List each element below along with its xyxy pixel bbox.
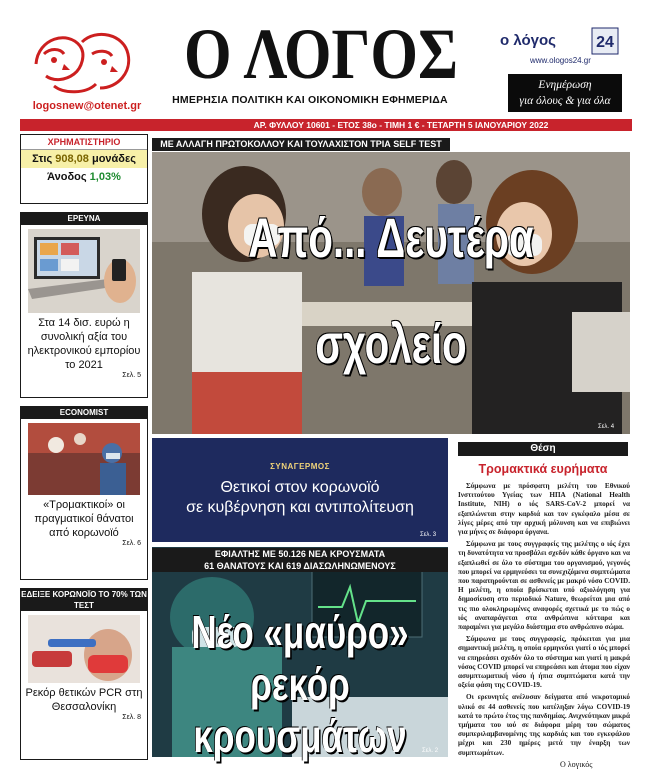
pcr-test-photo [28, 615, 140, 683]
opinion-label: Θέση [458, 442, 628, 456]
brand-url[interactable]: www.ologos24.gr [530, 56, 591, 65]
opinion-paragraph: Σύμφωνα με τους συγγραφείς, πρόκειται για μια σημαντική μελέτη, η οποία ερμηνεύει γιατί ο ιός μπορεί να επηρεάσει σχεδόν όλο το σύστημα και γιατί η μακρά νόσος COVID μπορεί να επηρεάσει και άτομα που είχαν ασυμπτωματική νόσο ή ήπια συμπτώματα κατά την οξεία φάση της COVID-19. [458, 635, 630, 690]
sidebar-story-page: Σελ. 5 [122, 372, 141, 379]
sidebar-story-header: ECONOMIST [21, 407, 147, 419]
sidebar-story-text: «Τρομακτικοί» οι πραγματικοί θάνατοι από κορωνοϊό [34, 499, 134, 539]
market-index-value: 908,08 [55, 153, 89, 165]
laptop-shopping-icon [28, 229, 140, 313]
alert-kicker: ΣΥΝΑΓΕΡΜΟΣ [270, 462, 330, 471]
sidebar-story-text: Στα 14 δισ. ευρώ η συνολική αξία του ηλεκτρονικού εμπορίου το 2021 [27, 317, 141, 371]
tagline-box [508, 74, 622, 112]
sidebar-story-pcr[interactable] [20, 588, 148, 760]
main-headline-line-1[interactable]: Από... Δευτέρα [248, 206, 534, 269]
economist-photo [28, 423, 140, 495]
brand-24-icon [590, 26, 620, 56]
health-worker-icon [28, 423, 140, 495]
logo-faces-icon [24, 24, 140, 100]
sidebar-story-page: Σελ. 6 [122, 540, 141, 547]
alert-title-line-1: Θετικοί στον κορωνοϊό [220, 479, 380, 496]
market-header: ΧΡΗΜΑΤΙΣΤΗΡΙΟ [21, 135, 147, 150]
opinion-title[interactable]: Τρομακτικά ευρήματα [478, 462, 608, 476]
main-story-kicker: ΜΕ ΑΛΛΑΓΗ ΠΡΩΤΟΚΟΛΛΟΥ ΚΑΙ ΤΟΥΛΑΧΙΣΤΟΝ ΤΡΙΑ SELF TEST [152, 138, 450, 151]
main-story-page: Σελ. 4 [598, 424, 615, 430]
alert-title-line-2: σε κυβέρνηση και αντιπολίτευση [186, 499, 414, 516]
market-box[interactable] [20, 134, 148, 204]
opinion-paragraph: Σύμφωνα με τους συγγραφείς της μελέτης ο ιός έχει τη δυνατότητα να προσβάλει σχεδόν κάθε όργανο και να εξαπλωθεί σε όλο το σύστημα του οργανισμού, γεγονός που μπορεί να ερμηνεύσει τα συνεχιζόμενα συμπτώματα που παρατηρούνται σε ασθενείς με μακρύ νόσο COVID. Η μελέτη, η οποία βρίσκεται υπό αξιολόγηση για δημοσίευση στο περιοδικό Nature, θεωρείται μια από τις πιο ολοκληρωμένες αναφορές σχετικά με το πώς ο ιός αναπαράγεται στα ανθρώπινα κύτταρα και παραμένει για μεγάλο διάστημα στο ανθρώπινο σώμα. [458, 540, 630, 632]
brand-name: ο λόγος [500, 32, 556, 49]
issue-info-text: ΑΡ. ΦΥΛΛΟΥ 10601 - ΕΤΟΣ 38ο - ΤΙΜΗ 1 € - ΤΕΤΑΡΤΗ 5 ΙΑΝΟΥΑΡΙΟΥ 2022 [253, 120, 549, 130]
school-children-masks-icon [152, 152, 630, 434]
record-headline[interactable] [188, 606, 413, 762]
market-index-line [21, 150, 147, 168]
market-change-line [21, 168, 147, 186]
sidebar-story-header: ΕΡΕΥΝΑ [21, 213, 147, 225]
newspaper-logo [24, 24, 140, 100]
sidebar-story-text: Ρεκόρ θετικών PCR στη Θεσσαλονίκη [25, 687, 143, 713]
contact-email: logosnew@otenet.gr [32, 100, 142, 112]
record-page: Σελ. 2 [422, 748, 439, 754]
sidebar-story-economist[interactable] [20, 406, 148, 580]
record-kicker-line-2: 61 ΘΑΝΑΤΟΥΣ ΚΑΙ 619 ΔΙΑΣΩΛΗΝΩΜΕΝΟΥΣ [204, 561, 396, 571]
issue-info-bar [20, 119, 632, 131]
main-story-photo[interactable] [152, 152, 630, 434]
opinion-signature: Ο λογικός [560, 760, 593, 769]
newspaper-subtitle: ΗΜΕΡΗΣΙΑ ΠΟΛΙΤΙΚΗ ΚΑΙ ΟΙΚΟΝΟΜΙΚΗ ΕΦΗΜΕΡΙΔΑ [172, 94, 448, 106]
record-kicker [152, 548, 448, 572]
newspaper-title: Ο ΛΟΓΟΣ [183, 14, 458, 94]
online-brand[interactable] [500, 26, 630, 70]
pcr-swab-icon [28, 615, 140, 683]
record-headline-line-1: Νέο «μαύρο» [191, 606, 409, 658]
brand-24-badge [590, 26, 620, 56]
record-kicker-line-1: ΕΦΙΑΛΤΗΣ ΜΕ 50.126 ΝΕΑ ΚΡΟΥΣΜΑΤΑ [214, 549, 386, 559]
main-headline-line-2[interactable]: σχολείο [315, 312, 467, 375]
market-line1-post: μονάδες [91, 153, 136, 165]
tagline-line-2: για όλους & για όλα [519, 95, 611, 107]
sidebar-story-header: ΕΔΕΙΞΕ ΚΟΡΩΝΟΪΟ ΤΟ 70% ΤΩΝ ΤΕΣΤ [21, 590, 147, 610]
market-line1-pre: Στις [32, 153, 53, 165]
opinion-body [458, 482, 630, 761]
sidebar-story-page: Σελ. 8 [122, 714, 141, 721]
market-change-value: 1,03% [89, 171, 121, 183]
opinion-paragraph: Οι ερευνητές ανέλυσαν δείγματα από νεκροτομικό υλικό σε 44 ασθενείς που κατέληξαν λόγω COVID-19 κατά το πρώτο έτος της πανδημίας. Ανιχνεύτηκαν μικρά τμήματα του ιού σε διάφορα μέρη του σώματος συμπεριλαμβανομένης της καρδιάς και του εγκεφάλου μέχρι και 230 ημέρες μετά την έναρξη των συμπτωμάτων. [458, 693, 630, 757]
market-line2-pre: Άνοδος [47, 171, 87, 183]
alert-title[interactable] [152, 478, 448, 518]
alert-page: Σελ. 3 [420, 532, 437, 538]
brand-num-text: 24 [596, 34, 614, 51]
ecommerce-photo [28, 229, 140, 313]
record-headline-line-2: ρεκόρ κρουσμάτων [193, 658, 407, 762]
opinion-paragraph: Σύμφωνα με πρόσφατη μελέτη του Εθνικού Ινστιτούτου Υγείας των ΗΠΑ (National Health Institute, NIH) ο ιός SARS-CoV-2 μπορεί να εξαπλώνεται στην καρδιά και τον εγκέφαλο μέσα σε λίγες μέρες από την αρχική μόλυνση και να επιβιώνει για μήνες σε διάφορα όργανα. [458, 482, 630, 537]
sidebar-story-ecommerce[interactable] [20, 212, 148, 398]
tagline-line-1: Ενημέρωση [538, 79, 592, 91]
